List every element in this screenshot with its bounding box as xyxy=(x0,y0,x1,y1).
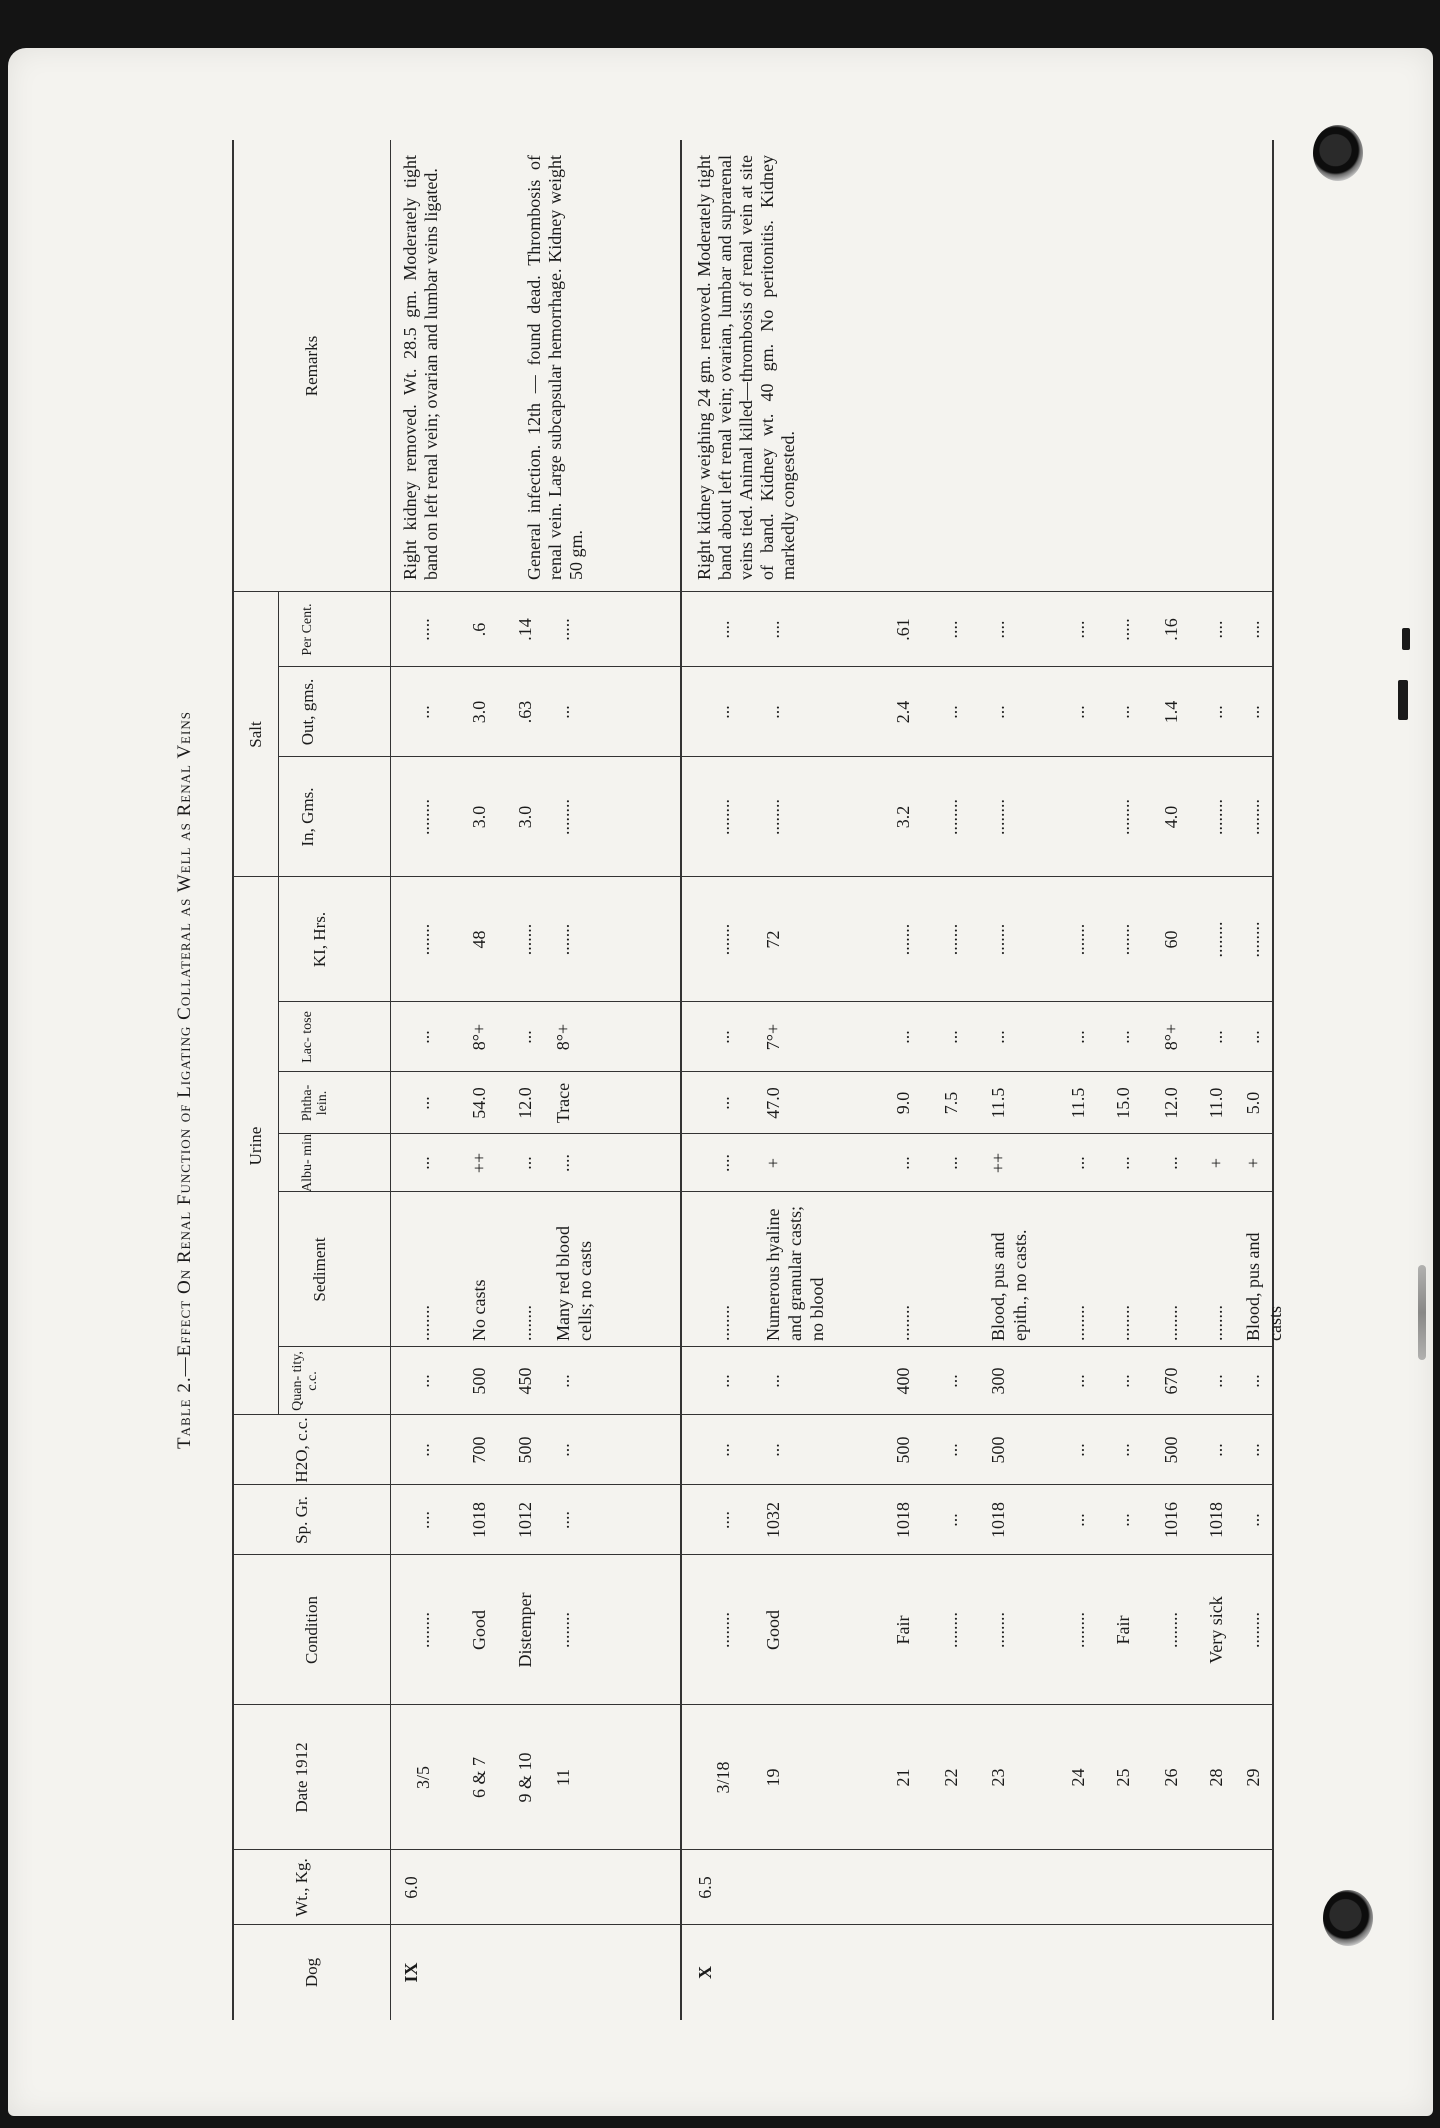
row-salt-in: ........ xyxy=(988,799,1008,835)
row-h2o: 500 xyxy=(893,1436,913,1464)
row-quantity: ... xyxy=(413,1374,433,1388)
header-lactose: Lac- tose xyxy=(300,1011,315,1063)
row-sediment: ........ xyxy=(515,1305,535,1341)
row-ki: ....... xyxy=(1068,923,1088,956)
header-phthalein: Phtha- lein. xyxy=(300,1084,330,1122)
row-salt-pct: .... xyxy=(713,620,733,639)
row-albumin: ... xyxy=(893,1156,913,1170)
row-lactose: ... xyxy=(515,1030,535,1044)
header-albumin: Albu- min xyxy=(300,1134,315,1192)
row-salt-pct: ..... xyxy=(553,618,573,641)
row-albumin: .... xyxy=(553,1154,573,1172)
row-phthalein: 12.0 xyxy=(515,1087,535,1119)
row-sediment: Blood, pus and epith., no casts. xyxy=(988,1229,1030,1341)
row-sediment: No casts xyxy=(469,1279,489,1341)
header-remarks: Remarks xyxy=(302,335,321,397)
row-sediment: ........ xyxy=(713,1305,733,1341)
row-condition: ........ xyxy=(1068,1612,1088,1648)
row-date: 21 xyxy=(893,1768,913,1787)
row-phthalein: 5.0 xyxy=(1243,1091,1263,1115)
row-salt-in: 3.0 xyxy=(469,805,489,829)
row-salt-pct: .61 xyxy=(893,618,913,641)
row-quantity: ... xyxy=(1206,1374,1226,1388)
row-salt-pct: .... xyxy=(1068,620,1088,639)
row-salt-pct: .... xyxy=(763,620,783,639)
row-ki: ....... xyxy=(413,923,433,956)
row-sp-gr: ... xyxy=(941,1513,961,1527)
row-condition: ........ xyxy=(941,1612,961,1648)
header-salt-in: In, Gms. xyxy=(298,787,317,847)
row-salt-in: ........ xyxy=(763,799,783,835)
row-salt-out: ... xyxy=(988,705,1008,719)
dog-id: IX xyxy=(401,1962,421,1983)
page-smudge xyxy=(1418,1265,1426,1360)
row-salt-out: 1.4 xyxy=(1161,700,1181,724)
row-condition: ........ xyxy=(413,1612,433,1648)
row-h2o: ... xyxy=(1206,1443,1226,1457)
row-h2o: 700 xyxy=(469,1436,489,1464)
row-sp-gr: ... xyxy=(1243,1513,1263,1527)
row-date: 9 & 10 xyxy=(515,1752,535,1803)
row-date: 26 xyxy=(1161,1768,1181,1787)
header-wt: Wt., Kg. xyxy=(292,1858,311,1917)
row-lactose: ... xyxy=(893,1030,913,1044)
row-phthalein: 9.0 xyxy=(893,1091,913,1115)
row-quantity: ... xyxy=(1243,1374,1263,1388)
row-lactose: ... xyxy=(988,1030,1008,1044)
row-salt-out: ... xyxy=(1243,705,1263,719)
row-phthalein: Trace xyxy=(553,1082,573,1124)
row-quantity: ... xyxy=(1113,1374,1133,1388)
row-salt-pct: .16 xyxy=(1161,618,1181,641)
row-lactose: ... xyxy=(413,1030,433,1044)
row-lactose: 8°+ xyxy=(1161,1023,1181,1051)
row-condition: ........ xyxy=(713,1612,733,1648)
row-sediment: Blood, pus and casts xyxy=(1243,1232,1285,1341)
row-ki: 48 xyxy=(469,930,489,949)
row-h2o: ... xyxy=(413,1443,433,1457)
row-albumin: ... xyxy=(1068,1156,1088,1170)
row-albumin: + xyxy=(1206,1157,1226,1169)
dog-weight: 6.0 xyxy=(401,1876,421,1899)
row-sp-gr: 1018 xyxy=(1206,1502,1226,1538)
row-lactose: ... xyxy=(1113,1030,1133,1044)
row-lactose: ... xyxy=(1243,1030,1263,1044)
row-salt-out: 2.4 xyxy=(893,700,913,724)
row-h2o: ... xyxy=(941,1443,961,1457)
row-sp-gr: 1018 xyxy=(893,1502,913,1538)
column-divider xyxy=(232,1924,1272,1925)
row-salt-out: ... xyxy=(553,705,573,719)
row-phthalein: 11.5 xyxy=(988,1087,1008,1119)
row-salt-out: ... xyxy=(1206,705,1226,719)
row-condition: ........ xyxy=(1161,1612,1181,1648)
row-quantity: ... xyxy=(713,1374,733,1388)
row-salt-in: ........ xyxy=(413,799,433,835)
row-date: 23 xyxy=(988,1768,1008,1787)
row-phthalein: 11.0 xyxy=(1206,1087,1226,1119)
row-ki: ....... xyxy=(553,923,573,956)
row-h2o: 500 xyxy=(988,1436,1008,1464)
header-date: Date 1912 xyxy=(292,1742,311,1813)
row-sp-gr: ... xyxy=(1068,1513,1088,1527)
row-lactose: ... xyxy=(713,1030,733,1044)
header-dog: Dog xyxy=(302,1957,321,1988)
row-salt-pct: .... xyxy=(1206,620,1226,639)
header-salt-pct: Per Cent. xyxy=(300,603,315,656)
header-salt-out: Out, gms. xyxy=(298,678,317,746)
row-salt-in: ........ xyxy=(713,799,733,835)
salt-group-rule xyxy=(278,592,279,877)
header-salt: Salt xyxy=(246,721,265,748)
row-h2o: 500 xyxy=(1161,1436,1181,1464)
header-h2o: H2O, c.c. xyxy=(292,1417,311,1483)
row-date: 19 xyxy=(763,1768,783,1787)
row-quantity: ... xyxy=(763,1374,783,1388)
row-condition: ........ xyxy=(553,1612,573,1648)
row-albumin: ... xyxy=(1161,1156,1181,1170)
row-salt-pct: .6 xyxy=(469,622,489,637)
table-caption: Table 2.—Effect On Renal Function of Ligating Collateral as Well as Renal Veins xyxy=(174,711,195,1449)
row-h2o: ... xyxy=(553,1443,573,1457)
row-quantity: 300 xyxy=(988,1367,1008,1395)
row-condition: Distemper xyxy=(515,1592,535,1668)
row-lactose: ... xyxy=(1068,1030,1088,1044)
row-lactose: ... xyxy=(941,1030,961,1044)
row-albumin: + xyxy=(1243,1157,1263,1169)
row-date: 3/18 xyxy=(713,1761,733,1794)
row-salt-pct: .14 xyxy=(515,618,535,641)
row-ki: 72 xyxy=(763,930,783,949)
row-salt-in: ........ xyxy=(553,799,573,835)
row-phthalein: ... xyxy=(713,1096,733,1110)
row-lactose: ... xyxy=(1206,1030,1226,1044)
row-sp-gr: 1018 xyxy=(988,1502,1008,1538)
table-top-rule xyxy=(232,140,234,2020)
row-phthalein: 11.5 xyxy=(1068,1087,1088,1119)
row-albumin: + xyxy=(763,1157,783,1169)
row-ki: ....... xyxy=(893,923,913,956)
row-quantity: 400 xyxy=(893,1367,913,1395)
row-date: 6 & 7 xyxy=(469,1757,489,1799)
row-ki: ....... xyxy=(988,923,1008,956)
row-salt-in: ........ xyxy=(1113,799,1133,835)
row-condition: Fair xyxy=(1113,1615,1133,1645)
row-sediment: ........ xyxy=(1206,1305,1226,1341)
row-sediment: Numerous hyaline and granular casts; no blood xyxy=(763,1206,827,1341)
dog-weight: 6.5 xyxy=(695,1876,715,1899)
row-salt-in: ........ xyxy=(1206,799,1226,835)
row-condition: Good xyxy=(469,1610,489,1650)
row-h2o: ... xyxy=(1068,1443,1088,1457)
row-salt-out: ... xyxy=(1068,705,1088,719)
row-date: 29 xyxy=(1243,1768,1263,1787)
row-sediment: ........ xyxy=(893,1305,913,1341)
row-albumin: ... xyxy=(515,1156,535,1170)
row-h2o: ... xyxy=(1113,1443,1133,1457)
binding-mark xyxy=(1402,628,1410,650)
row-sediment: ........ xyxy=(413,1305,433,1341)
remarks-text: Right kidney weighing 24 gm. removed. Moderately tight band about left renal vein; ovarian, lumbar and suprarenal veins tied. Animal killed—thrombosis of renal vein at site of band. Kidney wt. 40 gm. No peritonitis. Kidney markedly congested. xyxy=(694,155,798,580)
binder-hole-top-icon xyxy=(1313,125,1363,181)
row-quantity: ... xyxy=(553,1374,573,1388)
row-condition: Very sick xyxy=(1206,1596,1226,1664)
row-condition: ........ xyxy=(1243,1612,1263,1648)
binder-hole-bottom-icon xyxy=(1323,1890,1373,1946)
row-condition: ........ xyxy=(988,1612,1008,1648)
row-condition: Good xyxy=(763,1610,783,1650)
row-salt-pct: ..... xyxy=(413,618,433,641)
row-ki: ....... xyxy=(515,923,535,956)
row-sp-gr: ... xyxy=(1113,1513,1133,1527)
remarks-text: General infection. 12th — found dead. Thrombosis of renal vein. Large subcapsular hemorrhage. Kidney weight 50 gm. xyxy=(524,155,586,580)
row-salt-pct: .... xyxy=(1243,620,1263,639)
row-salt-pct: .... xyxy=(988,620,1008,639)
row-sediment: ........ xyxy=(1113,1305,1133,1341)
row-ki: 60 xyxy=(1161,930,1181,949)
binding-mark xyxy=(1398,680,1408,720)
row-sp-gr: .... xyxy=(713,1511,733,1529)
header-sp-gr: Sp. Gr. xyxy=(292,1496,311,1544)
rotated-table-sheet xyxy=(170,140,1285,2020)
row-sediment: ........ xyxy=(1068,1305,1088,1341)
row-h2o: 500 xyxy=(515,1436,535,1464)
row-phthalein: ... xyxy=(413,1096,433,1110)
row-date: 28 xyxy=(1206,1768,1226,1787)
row-albumin: ++ xyxy=(988,1152,1008,1174)
row-salt-out: ... xyxy=(1113,705,1133,719)
row-sp-gr: .... xyxy=(553,1511,573,1529)
row-salt-in: ........ xyxy=(1243,799,1263,835)
row-lactose: 8°+ xyxy=(553,1023,573,1051)
row-quantity: 500 xyxy=(469,1367,489,1395)
row-albumin: .... xyxy=(713,1154,733,1172)
row-date: 11 xyxy=(553,1768,573,1787)
row-phthalein: 15.0 xyxy=(1113,1087,1133,1119)
row-h2o: ... xyxy=(713,1443,733,1457)
header-sediment: Sediment xyxy=(310,1237,329,1302)
row-salt-in: 3.0 xyxy=(515,805,535,829)
urine-group-rule xyxy=(278,877,279,1415)
row-sp-gr: 1032 xyxy=(763,1502,783,1538)
row-salt-pct: .... xyxy=(941,620,961,639)
row-phthalein: 12.0 xyxy=(1161,1087,1181,1119)
dog-id: X xyxy=(695,1966,715,1979)
row-ki: ....... xyxy=(1113,923,1133,956)
row-sp-gr: .... xyxy=(413,1511,433,1529)
row-h2o: ... xyxy=(763,1443,783,1457)
row-salt-out: ... xyxy=(941,705,961,719)
row-albumin: ... xyxy=(413,1156,433,1170)
row-condition: Fair xyxy=(893,1615,913,1645)
row-ki: ....... xyxy=(713,923,733,956)
row-albumin: ... xyxy=(941,1156,961,1170)
dog-separator xyxy=(680,140,682,2020)
row-albumin: ... xyxy=(1113,1156,1133,1170)
row-salt-in: ........ xyxy=(941,799,961,835)
row-sp-gr: 1012 xyxy=(515,1502,535,1538)
row-phthalein: 47.0 xyxy=(763,1087,783,1119)
row-sediment: Many red blood cells; no casts xyxy=(553,1226,595,1341)
row-date: 22 xyxy=(941,1768,961,1787)
header-quantity: Quan- tity, c.c. xyxy=(290,1351,320,1411)
header-condition: Condition xyxy=(302,1596,321,1665)
row-albumin: ++ xyxy=(469,1152,489,1174)
row-sp-gr: 1018 xyxy=(469,1502,489,1538)
row-salt-in: 4.0 xyxy=(1161,805,1181,829)
row-sediment: ........ xyxy=(1161,1305,1181,1341)
row-lactose: 7°+ xyxy=(763,1023,783,1051)
row-ki: ....... xyxy=(941,923,961,956)
row-ki: ........ xyxy=(1243,921,1263,958)
row-date: 25 xyxy=(1113,1768,1133,1787)
header-bottom-rule xyxy=(390,140,391,2020)
row-sp-gr: 1016 xyxy=(1161,1502,1181,1538)
row-quantity: ... xyxy=(941,1374,961,1388)
header-ki: KI, Hrs. xyxy=(310,911,329,968)
row-h2o: ... xyxy=(1243,1443,1263,1457)
row-phthalein: 7.5 xyxy=(941,1091,961,1115)
remarks-text: Right kidney removed. Wt. 28.5 gm. Moderately tight band on left renal vein; ovarian and lumbar veins ligated. xyxy=(400,155,441,580)
row-lactose: 8°+ xyxy=(469,1023,489,1051)
row-salt-out: 3.0 xyxy=(469,700,489,724)
row-ki: ........ xyxy=(1206,921,1226,958)
row-quantity: 670 xyxy=(1161,1367,1181,1395)
row-date: 3/5 xyxy=(413,1766,433,1790)
row-date: 24 xyxy=(1068,1768,1088,1787)
row-quantity: ... xyxy=(1068,1374,1088,1388)
row-salt-out: .63 xyxy=(515,700,535,724)
row-quantity: 450 xyxy=(515,1367,535,1395)
row-salt-out: ... xyxy=(713,705,733,719)
row-salt-out: ... xyxy=(413,705,433,719)
row-salt-out: ... xyxy=(763,705,783,719)
row-salt-in: 3.2 xyxy=(893,805,913,829)
header-urine: Urine xyxy=(246,1126,265,1166)
table-bottom-rule xyxy=(1272,140,1274,2020)
row-salt-pct: ..... xyxy=(1113,618,1133,641)
row-phthalein: 54.0 xyxy=(469,1087,489,1119)
